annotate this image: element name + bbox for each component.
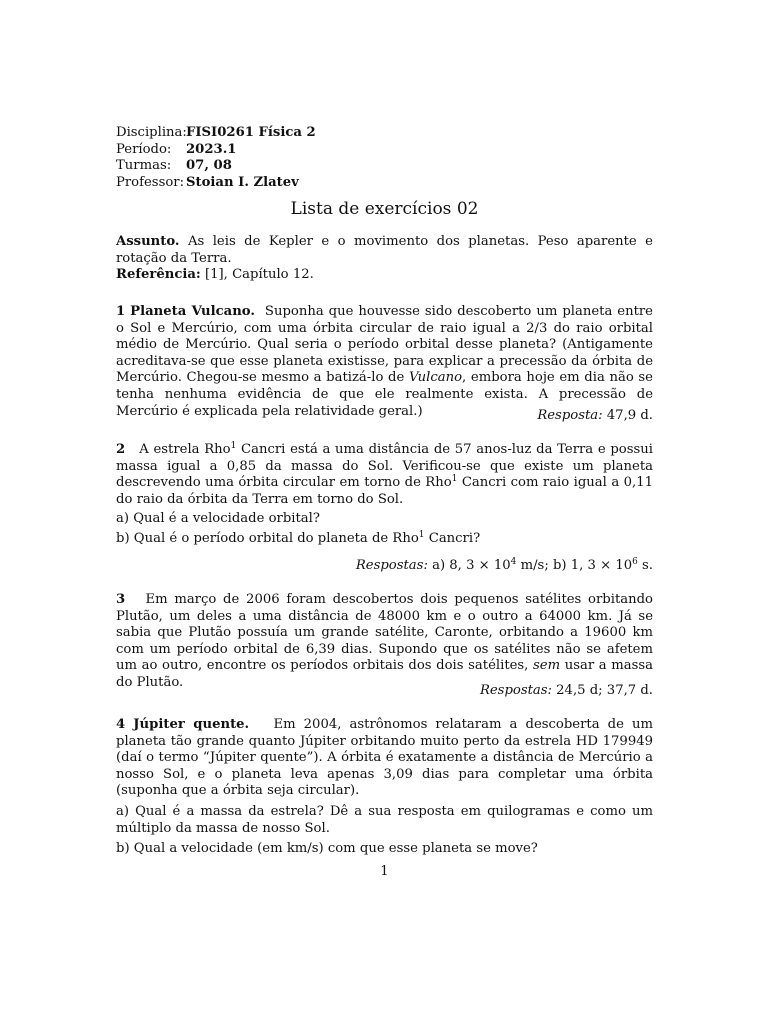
superscript: 1 xyxy=(451,474,458,485)
problem-number: 4 xyxy=(116,717,126,732)
problem-2-answer xyxy=(356,558,653,575)
item-text: b) Qual é o período orbital do planeta de Rho xyxy=(116,530,419,546)
course-header xyxy=(116,125,316,191)
problem-3-statement xyxy=(116,592,653,692)
answer-value-cont: s. xyxy=(637,558,653,573)
reference-text: [1], Capítulo 12. xyxy=(205,267,314,283)
header-row-discipline xyxy=(116,125,316,142)
problem-text: Suponha que houvesse sido descoberto um planeta entre o Sol e Mercúrio, com uma órbita circular de raio igual a 2/3 do raio orbital médio de Mercúrio. Qual seria o período orbital desse planeta? (Antigamente acreditava-se que esse planeta existisse, para explicar a precessão da órbita de Mercúrio. Chegou-se mesmo a batizá-lo de xyxy=(116,304,653,386)
problem-number: 2 xyxy=(116,442,126,457)
problem-emphasis: sem xyxy=(533,658,561,674)
problem-text-cont: Cancri está a uma distância de 57 anos-luz da Terra e possui massa igual a 0,85 da massa do Sol. Verificou-se que existe um planeta descrevendo uma órbita circular em torno de Rho xyxy=(116,442,653,491)
header-label: Professor: xyxy=(116,174,185,190)
reference-paragraph xyxy=(116,267,653,284)
problem-text-cont: usar a massa do Plutão. xyxy=(116,658,653,690)
problem-emphasis: Vulcano xyxy=(408,370,463,386)
problem-text: A estrela Rho xyxy=(139,442,231,457)
problem-2 xyxy=(116,442,653,548)
page-number: 1 xyxy=(380,864,389,879)
problem-4-statement xyxy=(116,717,653,800)
problem-4-item-b: b) Qual a velocidade (em km/s) com que esse planeta se move? xyxy=(116,841,538,857)
problem-3-answer xyxy=(480,683,653,700)
reference-label: Referência: xyxy=(116,267,201,283)
subject-text: As leis de Kepler e o movimento dos planetas. Peso aparente e rotação da Terra. xyxy=(116,234,653,266)
subject-paragraph xyxy=(116,234,653,267)
header-value: Stoian I. Zlatev xyxy=(186,174,299,190)
problem-2-statement xyxy=(116,442,653,508)
problem-1-statement xyxy=(116,304,653,420)
answer-value-cont: m/s; b) 1, 3 × 10 xyxy=(516,558,633,573)
header-value: 07, 08 xyxy=(186,158,232,174)
superscript: 1 xyxy=(418,529,425,540)
answer-value: a) 8, 3 × 10 xyxy=(432,558,511,573)
problem-2-item-a: a) Qual é a velocidade orbital? xyxy=(116,511,320,527)
problem-2-item-b xyxy=(116,531,653,548)
problem-title: Planeta Vulcano. xyxy=(130,304,255,319)
problem-text: Em 2004, astrônomos relataram a descoberta de um planeta tão grande quanto Júpiter orbitando muito perto da estrela HD 179949 (daí o termo “Júpiter quente”). A órbita é exatamente a distância de Mercúrio a nosso Sol, e o planeta leva apenas 3,09 dias para completar uma órbita (suponha que a órbita seja circular). xyxy=(116,717,653,799)
answer-label: Respostas: xyxy=(479,683,552,698)
answer-label: Respostas: xyxy=(355,558,428,573)
answer-value: 24,5 d; 37,7 d. xyxy=(556,683,653,698)
problem-1-answer xyxy=(537,408,653,425)
answer-label: Resposta: xyxy=(537,408,603,423)
header-row-classes xyxy=(116,158,316,175)
problem-title: Júpiter quente. xyxy=(133,717,250,732)
problem-3 xyxy=(116,592,653,692)
problem-text-cont: Cancri com raio igual a 0,11 do raio da órbita da Terra em torno do Sol. xyxy=(116,475,653,507)
header-value: FISI0261 Física 2 xyxy=(186,125,316,140)
subject-section xyxy=(116,234,653,284)
item-text-cont: Cancri? xyxy=(424,530,481,546)
header-label: Período: xyxy=(116,141,172,157)
problem-4-item-a: a) Qual é a massa da estrela? Dê a sua resposta em quilogramas e como um múltiplo da massa de nosso Sol. xyxy=(116,803,653,836)
header-label: Turmas: xyxy=(116,158,172,174)
problem-text-cont: , embora hoje em dia não se tenha nenhuma evidência de que ele realmente exista. A precessão de Mercúrio é explicada pela relatividade geral.) xyxy=(116,370,653,419)
subject-label: Assunto. xyxy=(116,234,180,249)
header-label: Disciplina: xyxy=(116,125,187,140)
superscript: 1 xyxy=(230,441,237,451)
superscript: 4 xyxy=(510,557,517,567)
header-value: 2023.1 xyxy=(186,141,237,157)
problem-text: Em março de 2006 foram descobertos dois pequenos satélites orbitando Plutão, um deles a uma distância de 48000 km e o outro a 64000 km. Já se sabia que Plutão possuía um grande satélite, Caronte, orbitando a 19600 km com um período orbital de 6,39 dias. Supondo que os satélites não se afetem um ao outro, encontre os períodos orbitais dos dois satélites, xyxy=(116,592,654,674)
problem-number: 1 xyxy=(116,304,126,319)
superscript: 6 xyxy=(632,557,638,567)
page-title: Lista de exercícios 02 xyxy=(290,199,479,219)
problem-number: 3 xyxy=(116,592,126,607)
problem-4 xyxy=(116,717,653,858)
header-row-professor xyxy=(116,175,316,192)
problem-1 xyxy=(116,304,653,420)
header-row-period xyxy=(116,142,316,159)
answer-value: 47,9 d. xyxy=(606,408,653,423)
